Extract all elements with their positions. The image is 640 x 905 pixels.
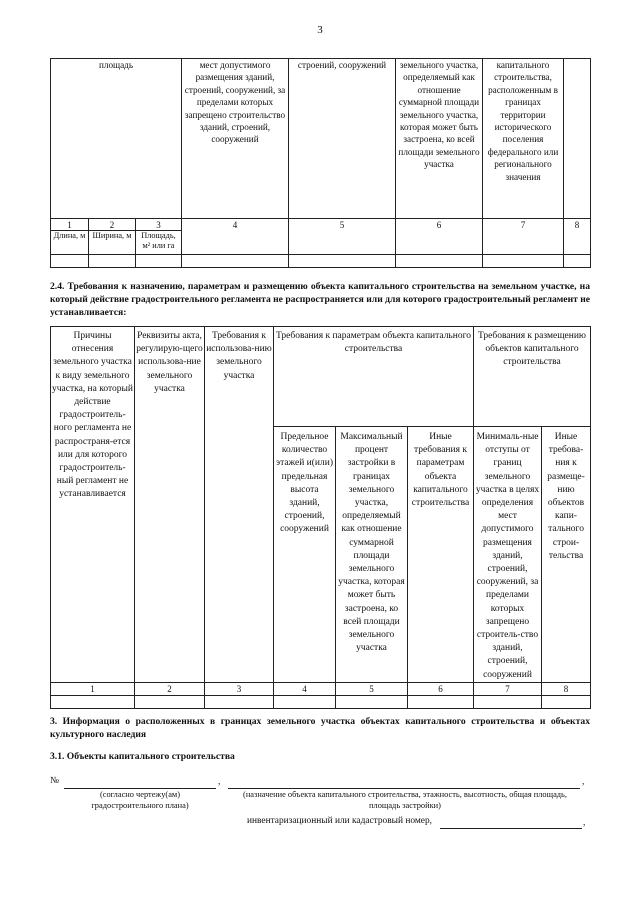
header-heritage-cont: капитального строительства, расположенным в границах территории исторического поселения федерального или регионального значения xyxy=(483,59,564,219)
header-max-floors: Предельное количество этажей и(или) предельная высота зданий, строений, сооружений xyxy=(274,427,336,683)
inventory-number-label: инвентаризационный или кадастровый номер, xyxy=(247,816,432,826)
col-number-6: 6 xyxy=(396,219,483,255)
comma: , xyxy=(218,777,221,787)
section-2-4-heading: 2.4. Требования к назначению, параметрам и размещению объекта капитального строительства на земельном участке, на который действие градостроительного регламента не распространяется или для которого градостроительный регламент не устанавливается: xyxy=(50,281,590,318)
table-land-parameters-continued xyxy=(50,58,591,268)
data-cell xyxy=(205,695,274,708)
page-number: 3 xyxy=(317,24,323,36)
unit-area: Площадь, м² или га xyxy=(136,231,182,255)
header-reason: Причины отнесения земельного участка к виду земельного участка, на который действие градостроитель-ного регламента не распространя-ется или для которого градостроитель-ный регламент не устанавливается xyxy=(51,327,135,683)
header-coverage-cont: земельного участка, определяемый как отношение суммарной площади земельного участка, которая может быть застроена, ко всей площади земельного участка xyxy=(396,59,483,219)
col-number-2: 2 xyxy=(135,682,205,695)
number-sign: № xyxy=(50,776,59,786)
data-cell xyxy=(564,255,591,268)
unit-length: Длина, м xyxy=(51,231,89,255)
data-cell xyxy=(182,255,289,268)
header-object-parameters-group: Требования к параметрам объекта капитального строительства xyxy=(274,327,474,427)
data-cell xyxy=(135,695,205,708)
table-no-regulation-requirements xyxy=(50,326,591,709)
data-cell xyxy=(51,255,89,268)
col-number-1: 1 xyxy=(51,219,89,231)
section-3-1-heading: 3.1. Объекты капитального строительства xyxy=(50,751,235,762)
data-cell xyxy=(289,255,396,268)
data-cell xyxy=(336,695,408,708)
header-col8-cont xyxy=(564,59,591,219)
data-cell xyxy=(483,255,564,268)
caption-object-description: (назначение объекта капитального строительства, этажность, высотность, общая площадь, площадь застройки) xyxy=(243,790,567,810)
col-number-4: 4 xyxy=(274,682,336,695)
header-max-coverage: Максимальный процент застройки в границах земельного участка, определяемый как отношение суммарной площади земельного участка, которая может быть застроена, ко всей площади земельного участка xyxy=(336,427,408,683)
col-number-5: 5 xyxy=(289,219,396,255)
header-other-placement: Иные требова-ния к размеще-нию объектов капи-тального строи-тельства xyxy=(542,427,591,683)
data-cell xyxy=(89,255,136,268)
col-number-7: 7 xyxy=(474,682,542,695)
inventory-number-field xyxy=(440,828,582,829)
comma: , xyxy=(583,818,586,828)
data-cell xyxy=(542,695,591,708)
section-3-heading: 3. Информация о расположенных в границах земельного участка объектах капитального строительства и объектах культурного наследия xyxy=(50,716,590,740)
col-number-3: 3 xyxy=(136,219,182,231)
header-act-details: Реквизиты акта, регулирую-щего использова-ние земельного участка xyxy=(135,327,205,683)
col-number-7: 7 xyxy=(483,219,564,255)
header-min-setbacks: Минималь-ные отступы от границ земельного участка в целях определения мест допустимого размещения зданий, строений, сооружений, за пределами которых запрещено строитель-ство зданий, строений, сооружений xyxy=(474,427,542,683)
header-floors-cont: строений, сооружений xyxy=(289,59,396,219)
data-cell xyxy=(274,695,336,708)
caption-drawing-ref: (согласно чертежу(ам) градостроительного плана) xyxy=(91,790,189,810)
col-number-6: 6 xyxy=(408,682,474,695)
data-cell xyxy=(51,695,135,708)
header-setback-cont: мест допустимого размещения зданий, строений, сооружений, за пределами которых запрещено строительство зданий, строений, сооружений xyxy=(182,59,289,219)
header-area-cont: площадь xyxy=(51,59,182,219)
header-other-parameters: Иные требования к параметрам объекта капитального строительства xyxy=(408,427,474,683)
data-cell xyxy=(408,695,474,708)
col-number-3: 3 xyxy=(205,682,274,695)
data-cell xyxy=(396,255,483,268)
unit-width: Ширина, м xyxy=(89,231,136,255)
col-number-8: 8 xyxy=(542,682,591,695)
comma: , xyxy=(582,777,585,787)
header-object-placement-group: Требования к размещению объектов капитального строительства xyxy=(474,327,591,427)
col-number-5: 5 xyxy=(336,682,408,695)
col-number-4: 4 xyxy=(182,219,289,255)
header-land-use-requirements: Требования к использова-нию земельного участка xyxy=(205,327,274,683)
col-number-8: 8 xyxy=(564,219,591,255)
data-cell xyxy=(136,255,182,268)
col-number-2: 2 xyxy=(89,219,136,231)
col-number-1: 1 xyxy=(51,682,135,695)
data-cell xyxy=(474,695,542,708)
